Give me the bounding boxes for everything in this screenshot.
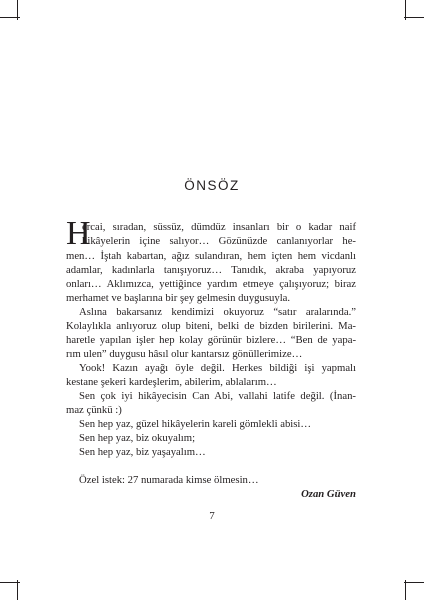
- text-line: rım ulen” duygusu hâsıl olur kantarsız gönüllerimize…: [66, 348, 303, 360]
- body-text: [66, 215, 356, 501]
- text-line: onları… Aklımızca, yettiğince yardım etmeye çalışıyoruz; biraz: [66, 278, 356, 290]
- crop-mark: [405, 580, 406, 600]
- author-signature: Ozan Güven: [301, 488, 356, 500]
- text-line: kestane şekeri kardeşlerim, abilerim, ablalarım…: [66, 376, 277, 388]
- text-line: Sen hep yaz, biz okuyalım;: [79, 432, 196, 444]
- text-line: maz çünkü :): [66, 404, 122, 416]
- crop-mark: [404, 17, 424, 18]
- text-line: Kolaylıkla anlıyoruz olup biteni, belki de bizden birilerini. Ma-: [66, 320, 356, 332]
- text-line: adamlar, kadınlarla tanışıyoruz… Tanıdık, akraba yapıyoruz: [66, 264, 356, 276]
- text-line: Yook! Kazın ayağı öyle değil. Herkes bildiği işi yapmalı: [79, 362, 356, 374]
- crop-mark: [0, 17, 20, 18]
- text-line: hikâyelerin içine salıyor… Gözünüzde canlanıyorlar he-: [82, 235, 356, 247]
- crop-mark: [0, 582, 20, 583]
- text-line: merhamet ve başlarına bir şey gelmesin duygusuyla.: [66, 292, 291, 304]
- page-title: ÖNSÖZ: [184, 178, 240, 193]
- text-line: Aslına bakarsanız kendimizi okuyoruz “satır aralarında.”: [79, 306, 356, 318]
- crop-mark: [17, 580, 18, 600]
- text-line: ercai, sıradan, süssüz, dümdüz insanları bir o kadar naif: [82, 221, 356, 233]
- text-line: men… İştah kabartan, ağız sulandıran, hem içten hem vicdanlı: [66, 250, 356, 262]
- special-request-line: Özel istek: 27 numarada kimse ölmesin…: [79, 474, 259, 486]
- first-paragraph-opening: [66, 215, 356, 252]
- text-line: haretle yapılan işler hep kolay görünür bizlere… “Ben de yapa-: [66, 334, 356, 346]
- text-line: Sen çok iyi hikâyecisin Can Abi, vallahi latife değil. (İnan-: [79, 390, 356, 402]
- text-line: Sen hep yaz, güzel hikâyelerin kareli gömlekli abisi…: [79, 418, 312, 430]
- crop-mark: [404, 582, 424, 583]
- page-number: 7: [209, 510, 215, 522]
- drop-cap: H: [66, 215, 91, 252]
- text-line: Sen hep yaz, biz yaşayalım…: [79, 446, 206, 458]
